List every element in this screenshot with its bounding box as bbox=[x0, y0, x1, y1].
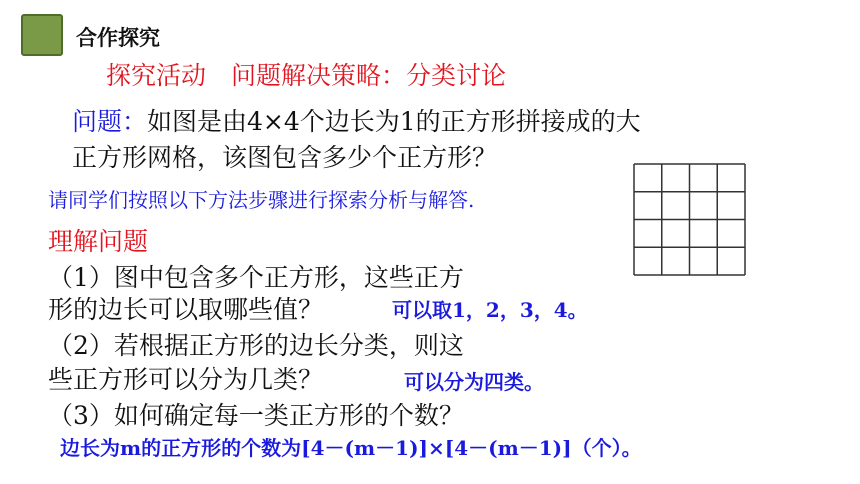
formula-text: 边长为m的正方形的个数为[4－(m－1)]×[4－(m－1)]（个）。 bbox=[60, 436, 642, 460]
item-2-answer: 可以分为四类。 bbox=[404, 370, 544, 394]
question-line-2: 正方形网格，该图包含多少个正方形？ bbox=[72, 143, 498, 172]
square-grid-figure bbox=[633, 163, 746, 276]
item-1-line-1: （1）图中包含多个正方形，这些正方 bbox=[48, 263, 464, 292]
section-badge bbox=[21, 14, 63, 56]
item-1-answer: 可以取1，2，3，4。 bbox=[392, 298, 588, 322]
question-label: 问题： bbox=[72, 107, 148, 136]
question-text-1: 如图是由4×4个边长为1的正方形拼接成的大 bbox=[147, 107, 641, 136]
activity-title: 探究活动 问题解决策略：分类讨论 bbox=[106, 61, 507, 90]
grid-lines bbox=[634, 164, 745, 275]
item-1-line-2: 形的边长可以取哪些值？ bbox=[48, 295, 324, 324]
item-2-line-2: 些正方形可以分为几类？ bbox=[48, 365, 324, 394]
item-3-line-1: （3）如何确定每一类正方形的个数？ bbox=[48, 401, 464, 430]
question-line-1 bbox=[72, 102, 641, 138]
instruction-text: 请同学们按照以下方法步骤进行探索分析与解答. bbox=[48, 188, 475, 212]
item-2-line-1: （2）若根据正方形的边长分类，则这 bbox=[48, 331, 464, 360]
section-title: 合作探究 bbox=[76, 26, 160, 50]
understand-heading: 理解问题 bbox=[48, 227, 149, 256]
